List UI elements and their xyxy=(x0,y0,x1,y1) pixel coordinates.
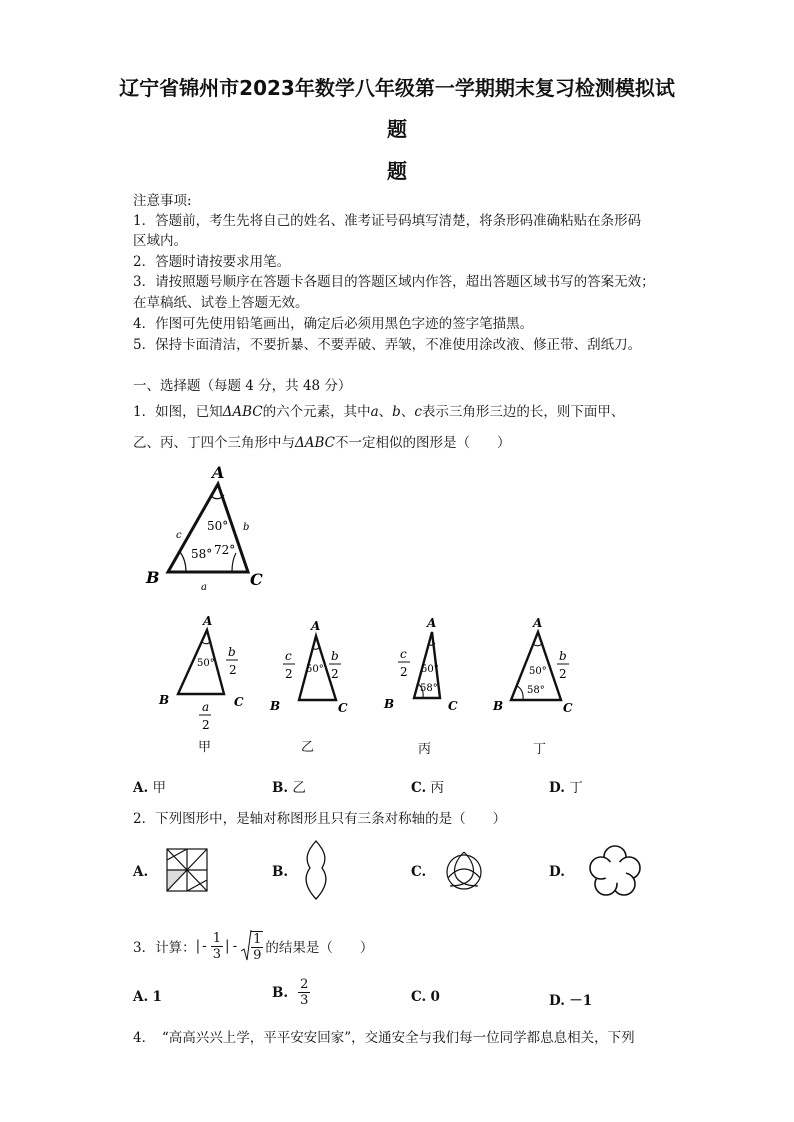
side-num-c: c xyxy=(285,649,292,663)
side-den-a: 2 xyxy=(202,718,210,732)
q1-text: 乙、丙、丁四个三角形中与 xyxy=(133,435,295,451)
option-text: 丁 xyxy=(569,780,583,796)
abs-bar: | xyxy=(225,938,230,954)
q3-option-a[interactable] xyxy=(133,989,162,1005)
side-num-b: b xyxy=(228,645,236,659)
triangle-symbol: ΔABC xyxy=(222,404,263,420)
side-label-b: b xyxy=(243,522,250,533)
separator: 、 xyxy=(378,404,393,420)
side-label-c: c xyxy=(176,530,182,541)
triangle-symbol: ΔABC xyxy=(295,435,335,451)
option-label: A. xyxy=(133,989,149,1005)
side-den-b: 2 xyxy=(331,667,339,681)
option-label: C. xyxy=(411,989,427,1005)
vertex-label-b: B xyxy=(159,693,170,707)
option-text: 0 xyxy=(430,989,440,1005)
fraction-two-thirds xyxy=(298,978,310,1007)
var-a: a xyxy=(370,404,379,420)
sqrt-sign xyxy=(240,929,265,963)
vase-figure xyxy=(298,838,334,902)
abs-bar: | xyxy=(195,938,201,954)
option-label: D. xyxy=(549,780,565,796)
option-b[interactable] xyxy=(272,776,306,796)
angle-label-b: 58° xyxy=(191,547,213,561)
page-title-cont: 题 xyxy=(387,117,407,141)
q1-text: 1．如图，已知 xyxy=(133,404,223,420)
triquetra-figure xyxy=(440,848,488,894)
sub-triangle-jia xyxy=(152,612,252,737)
q2-text: 2．下列图形中，是轴对称图形且只有三条对称轴的是（ ） xyxy=(133,811,507,827)
vertex-label-a: A xyxy=(203,614,213,628)
option-text: 乙 xyxy=(292,780,306,796)
q1-text: 不一定相似的图形是（ ） xyxy=(335,435,511,451)
section-heading: 一、选择题（每题 4 分，共 48 分） xyxy=(133,378,352,394)
vertex-label-c: C xyxy=(234,695,244,709)
vertex-label-c: C xyxy=(448,699,458,713)
angle-label: 50° xyxy=(529,666,547,677)
angle-label: 50° xyxy=(421,664,439,675)
side-den-b: 2 xyxy=(229,663,237,677)
sub-fig-caption: 乙 xyxy=(301,740,315,755)
option-label: B. xyxy=(272,780,289,796)
option-label: A. xyxy=(133,780,149,796)
pinwheel-figure xyxy=(164,846,210,894)
q1-text: 的六个元素，其中 xyxy=(262,404,371,420)
vertex-label-a: A xyxy=(212,463,225,482)
notes-line: 1．答题前，考生先将自己的姓名、准考证号码填写清楚，将条形码准确粘贴在条形码 xyxy=(133,213,642,229)
page-title: 辽宁省锦州市2023年数学八年级第一学期期末复习检测模拟试 xyxy=(119,76,675,100)
sub-triangle-ding xyxy=(487,612,587,722)
notes-line: 区域内。 xyxy=(133,233,187,249)
notes-line: 4．作图可先使用铅笔画出，确定后必须用黑色字迹的签字笔描黑。 xyxy=(133,316,534,332)
q2-option-label-d[interactable]: D. xyxy=(549,864,565,880)
q2-option-label-b[interactable]: B. xyxy=(272,864,289,880)
q3-option-c[interactable] xyxy=(411,989,440,1005)
sub-fig-caption: 丁 xyxy=(533,742,547,757)
q3-prefix: 3．计算： xyxy=(133,940,196,956)
var-c: c xyxy=(414,404,422,420)
q3-option-b[interactable] xyxy=(272,978,312,1007)
option-label: B. xyxy=(272,984,289,1001)
page-subtitle: 题 xyxy=(387,159,407,183)
option-c[interactable] xyxy=(411,776,444,796)
side-num-b: b xyxy=(559,649,567,663)
notes-line: 2．答题时请按要求用笔。 xyxy=(133,254,291,270)
option-d[interactable] xyxy=(549,776,583,796)
notes-line: 在草稿纸、试卷上答题无效。 xyxy=(133,295,309,311)
angle-label-c: 72° xyxy=(214,543,236,557)
angle-label: 50° xyxy=(197,658,215,669)
angle-label: 50° xyxy=(306,664,324,675)
denominator: 3 xyxy=(300,993,309,1008)
vertex-label-b: B xyxy=(384,697,395,711)
side-num-a: a xyxy=(202,700,210,714)
vertex-label-a: A xyxy=(427,616,437,630)
angle-label-a: 50° xyxy=(207,519,229,533)
var-b: b xyxy=(392,404,401,420)
option-text: 1 xyxy=(152,989,162,1005)
separator: 、 xyxy=(400,404,415,420)
vertex-label-a: A xyxy=(311,619,321,633)
minus-sign: - xyxy=(202,938,207,954)
fraction-one-third xyxy=(211,932,223,961)
numerator: 1 xyxy=(212,930,221,946)
vertex-label-b: B xyxy=(146,568,160,587)
q2-option-label-c[interactable]: C. xyxy=(411,864,427,880)
numerator: 1 xyxy=(253,931,262,947)
q1-text: 表示三角形三边的长，则下面甲、 xyxy=(421,404,625,420)
vertex-label-a: A xyxy=(533,616,543,630)
minus-sign: - xyxy=(232,938,238,954)
vertex-label-c: C xyxy=(338,701,348,715)
angle-arc-b xyxy=(180,552,186,572)
q3-suffix: 的结果是（ ） xyxy=(265,940,374,956)
side-den-b: 2 xyxy=(559,667,567,681)
side-num-c: c xyxy=(400,647,407,661)
sub-fig-caption: 甲 xyxy=(198,740,212,755)
vertex-label-c: C xyxy=(250,570,263,589)
side-num-b: b xyxy=(331,649,339,663)
flower-figure xyxy=(587,844,643,898)
numerator: 2 xyxy=(300,977,309,992)
vertex-label-c: C xyxy=(563,701,573,715)
q3-line xyxy=(133,929,373,963)
side-den-c: 2 xyxy=(400,665,408,679)
q2-option-label-a[interactable]: A. xyxy=(133,864,149,880)
notes-line: 3．请按照题号顺序在答题卡各题目的答题区域内作答，超出答题区域书写的答案无效； xyxy=(133,274,655,290)
option-text: －1 xyxy=(569,993,593,1009)
option-text: 甲 xyxy=(152,780,166,796)
option-label: D. xyxy=(549,993,565,1009)
main-triangle-figure xyxy=(140,462,280,597)
option-label: C. xyxy=(411,780,427,796)
sub-fig-caption: 丙 xyxy=(418,742,432,757)
side-label-a: a xyxy=(201,582,207,593)
vertex-label-b: B xyxy=(270,699,281,713)
q4-text: 4． “高高兴兴上学，平平安安回家”，交通安全与我们每一位同学都息息相关，下列 xyxy=(133,1030,635,1046)
sub-triangle-bing xyxy=(380,612,480,722)
angle-label-2: 58° xyxy=(527,685,545,696)
angle-arc xyxy=(517,686,523,700)
q1-line2 xyxy=(133,431,511,451)
vertex-label-b: B xyxy=(493,699,504,713)
side-den-c: 2 xyxy=(285,667,293,681)
q3-option-d[interactable] xyxy=(549,989,592,1009)
notes-heading: 注意事项: xyxy=(133,193,192,209)
q1-line1 xyxy=(133,400,624,420)
fraction-one-ninth xyxy=(251,931,263,962)
angle-label-2: 58° xyxy=(420,683,438,694)
denominator: 9 xyxy=(253,947,262,963)
option-text: 丙 xyxy=(430,780,445,796)
option-a[interactable] xyxy=(133,776,166,796)
sub-triangle-yi xyxy=(264,614,364,724)
notes-line: 5．保持卡面清洁，不要折暴、不要弄破、弄皱，不准使用涂改液、修正带、刮纸刀。 xyxy=(133,337,642,353)
denominator: 3 xyxy=(212,946,221,962)
